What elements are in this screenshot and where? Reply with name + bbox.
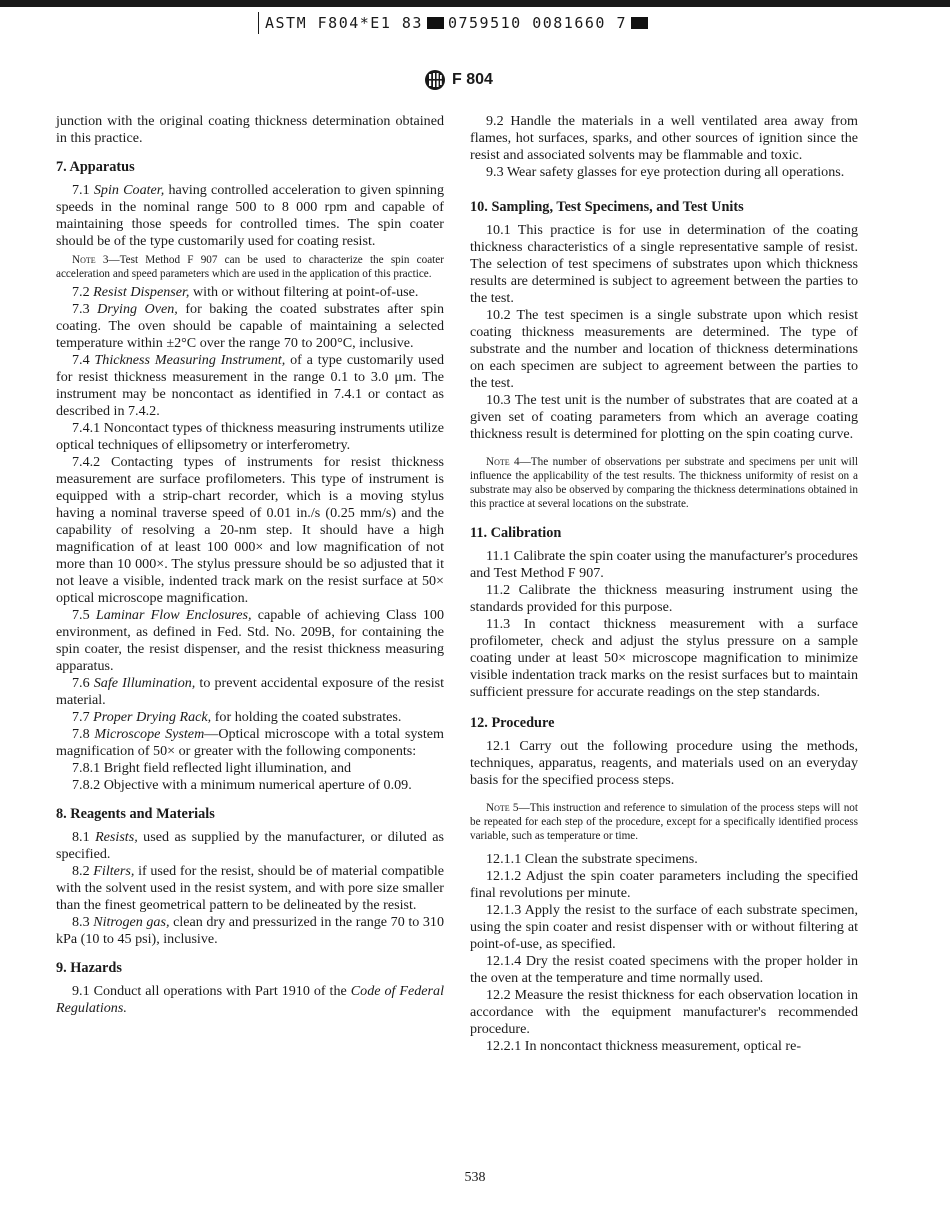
section-9-heading: 9. Hazards bbox=[56, 960, 122, 976]
paragraph-7-3: 7.3 Drying Oven, for baking the coated substrates after spin coating. The oven should be capable of maintaining a selected temperature within ±2°C over the range 70 to 200°C, inclusive. bbox=[56, 301, 445, 351]
note-4: Note 4—The number of observations per substrate and specimens per unit will influence the applicability of the test results. The thickness uniformity of resist on a substrate may also be observed by comparing the thickness determinations obtained in this practice at several locations on the substrate. bbox=[470, 456, 858, 510]
header-code-part2: 0759510 0081660 7 bbox=[447, 14, 627, 32]
paragraph-12-1-4: 12.1.4 Dry the resist coated specimens with the proper holder in the oven at the temperature and time normally used. bbox=[470, 953, 858, 986]
paragraph-11-2: 11.2 Calibrate the thickness measuring instrument using the standards provided for this purpose. bbox=[470, 582, 858, 615]
right-column bbox=[470, 113, 858, 1055]
paragraph-7-2: 7.2 Resist Dispenser, with or without filtering at point-of-use. bbox=[72, 284, 419, 300]
astm-logo-icon bbox=[424, 69, 446, 91]
standard-designation: F 804 bbox=[452, 71, 493, 88]
top-rule bbox=[0, 0, 950, 7]
note-5: Note 5—This instruction and reference to simulation of the process steps will not be repeated for each step of the procedure, except for a specifically identified process variable, such as temperature or time. bbox=[470, 802, 858, 842]
paragraph-9-2: 9.2 Handle the materials in a well ventilated area away from flames, hot surfaces, sparks, and other sources of ignition since the resist and associated solvents may be flammable and toxic. bbox=[470, 113, 858, 163]
paragraph-10-1: 10.1 This practice is for use in determination of the coating thickness characteristics of a single representative sample of resist. The selection of test specimens of substrates upon which thickness results are determined is subject to agreement between the parties to the test. bbox=[470, 222, 858, 306]
paragraph-7-5: 7.5 Laminar Flow Enclosures, capable of achieving Class 100 environment, as defined in Fed. Std. No. 209B, for containing the spin coater, the resist dispenser, and the resist thickness measuring apparatus. bbox=[56, 607, 445, 674]
paragraph-7-8-2: 7.8.2 Objective with a minimum numerical aperture of 0.09. bbox=[72, 777, 412, 793]
paragraph-8-1: 8.1 Resists, used as supplied by the manufacturer, or diluted as specified. bbox=[56, 829, 445, 862]
black-block bbox=[631, 17, 648, 29]
section-10-heading: 10. Sampling, Test Specimens, and Test Units bbox=[470, 199, 744, 215]
paragraph-11-1: 11.1 Calibrate the spin coater using the manufacturer's procedures and Test Method F 907. bbox=[470, 548, 858, 581]
paragraph-10-2: 10.2 The test specimen is a single substrate upon which resist coating thickness measurements are determined. The type of substrate and the number and location of thickness determinations on each specimen are subject to agreement between the parties to the test. bbox=[470, 307, 858, 391]
paragraph-7-7: 7.7 Proper Drying Rack, for holding the coated substrates. bbox=[72, 709, 402, 725]
paragraph-8-3: 8.3 Nitrogen gas, clean dry and pressurized in the range 70 to 310 kPa (10 to 45 psi), inclusive. bbox=[56, 914, 444, 947]
paragraph-12-1-1: 12.1.1 Clean the substrate specimens. bbox=[486, 851, 698, 867]
paragraph-7-8: 7.8 Microscope System—Optical microscope with a total system magnification of 50× or greater with the following components: bbox=[56, 726, 445, 759]
paragraph-12-1-2: 12.1.2 Adjust the spin coater parameters including the specified final revolutions per minute. bbox=[470, 868, 858, 901]
section-8-heading: 8. Reagents and Materials bbox=[56, 806, 215, 822]
paragraph-7-6: 7.6 Safe Illumination, to prevent accidental exposure of the resist material. bbox=[56, 675, 445, 708]
paragraph-8-2: 8.2 Filters, if used for the resist, should be of material compatible with the solvent used in the resist system, and with pore size smaller than the finest geometrical pattern to be delineated by the resist. bbox=[56, 863, 444, 913]
paragraph-7-4-1: 7.4.1 Noncontact types of thickness measuring instruments utilize optical techniques of ellipsometry or interferometry. bbox=[56, 420, 444, 453]
paragraph-7-1: 7.1 Spin Coater, having controlled acceleration to given spinning speeds in the nominal range 500 to 8 000 rpm and capable of maintaining those speeds for controlled times. The spin coater should be of the type customarily used for coating resist. bbox=[56, 182, 444, 249]
paragraph-9-3: 9.3 Wear safety glasses for eye protection during all operations. bbox=[486, 164, 845, 180]
paragraph-7-4: 7.4 Thickness Measuring Instrument, of a type customarily used for resist thickness measurement in the range 0.1 to 3.0 μm. The instrument may be noncontact as identified in 7.4.1 or contact as described in 7.4.2. bbox=[56, 352, 444, 419]
section-7-heading: 7. Apparatus bbox=[56, 159, 135, 175]
header-code-part1: ASTM F804*E1 83 bbox=[265, 14, 423, 32]
paragraph-9-1: 9.1 Conduct all operations with Part 1910 of the Code of Federal Regulations. bbox=[56, 983, 445, 1016]
header-code bbox=[258, 12, 705, 34]
black-block bbox=[427, 17, 444, 29]
paragraph-intro: junction with the original coating thickness determination obtained in this practice. bbox=[56, 113, 444, 146]
paragraph-12-1: 12.1 Carry out the following procedure using the methods, techniques, apparatus, reagents, and materials used on an everyday basis for the specified process steps. bbox=[470, 738, 858, 788]
paragraph-10-3: 10.3 The test unit is the number of substrates that are coated at a given set of coating parameters from which an average coating thickness result is determined for plotting on the spin coating curve. bbox=[470, 392, 858, 442]
left-column bbox=[56, 113, 444, 1017]
paragraph-12-2: 12.2 Measure the resist thickness for each observation location in accordance with the equipment manufacturer's recommended procedure. bbox=[470, 987, 858, 1037]
standard-mark bbox=[424, 68, 493, 92]
page-number: 538 bbox=[464, 1170, 486, 1185]
note-3: Note 3—Test Method F 907 can be used to characterize the spin coater acceleration and speed parameters which are used in the application of this practice. bbox=[56, 254, 444, 280]
paragraph-7-4-2: 7.4.2 Contacting types of instruments for resist thickness measurement are surface profilometers. This type of instrument is equipped with a strip-chart recorder, which is a moving stylus having a nominal traverse speed of 0.01 in./s (0.25 mm/s) and the capability of resolving a 20-nm step. It should have a high magnification of at least 100 000× and low magnification of not more than 10 000×. The stylus pressure should be so adjusted that it not leave a visible, indented track mark on the resist surface at 50× optical microscope magnification. bbox=[56, 454, 444, 606]
paragraph-11-3: 11.3 In contact thickness measurement with a surface profilometer, check and adjust the stylus pressure on a sample coating under at least 50× microscope magnification to minimize visible indentation track marks on the resist surfaces but to maintain sufficient pressure for accurate readings on the step standards. bbox=[470, 616, 858, 700]
paragraph-12-2-1: 12.2.1 In noncontact thickness measurement, optical re- bbox=[486, 1038, 802, 1054]
paragraph-7-8-1: 7.8.1 Bright field reflected light illumination, and bbox=[72, 760, 352, 776]
section-12-heading: 12. Procedure bbox=[470, 715, 555, 731]
section-11-heading: 11. Calibration bbox=[470, 525, 562, 541]
paragraph-12-1-3: 12.1.3 Apply the resist to the surface of each substrate specimen, using the spin coater and resist dispenser with or without filtering at point-of-use, as specified. bbox=[470, 902, 858, 952]
